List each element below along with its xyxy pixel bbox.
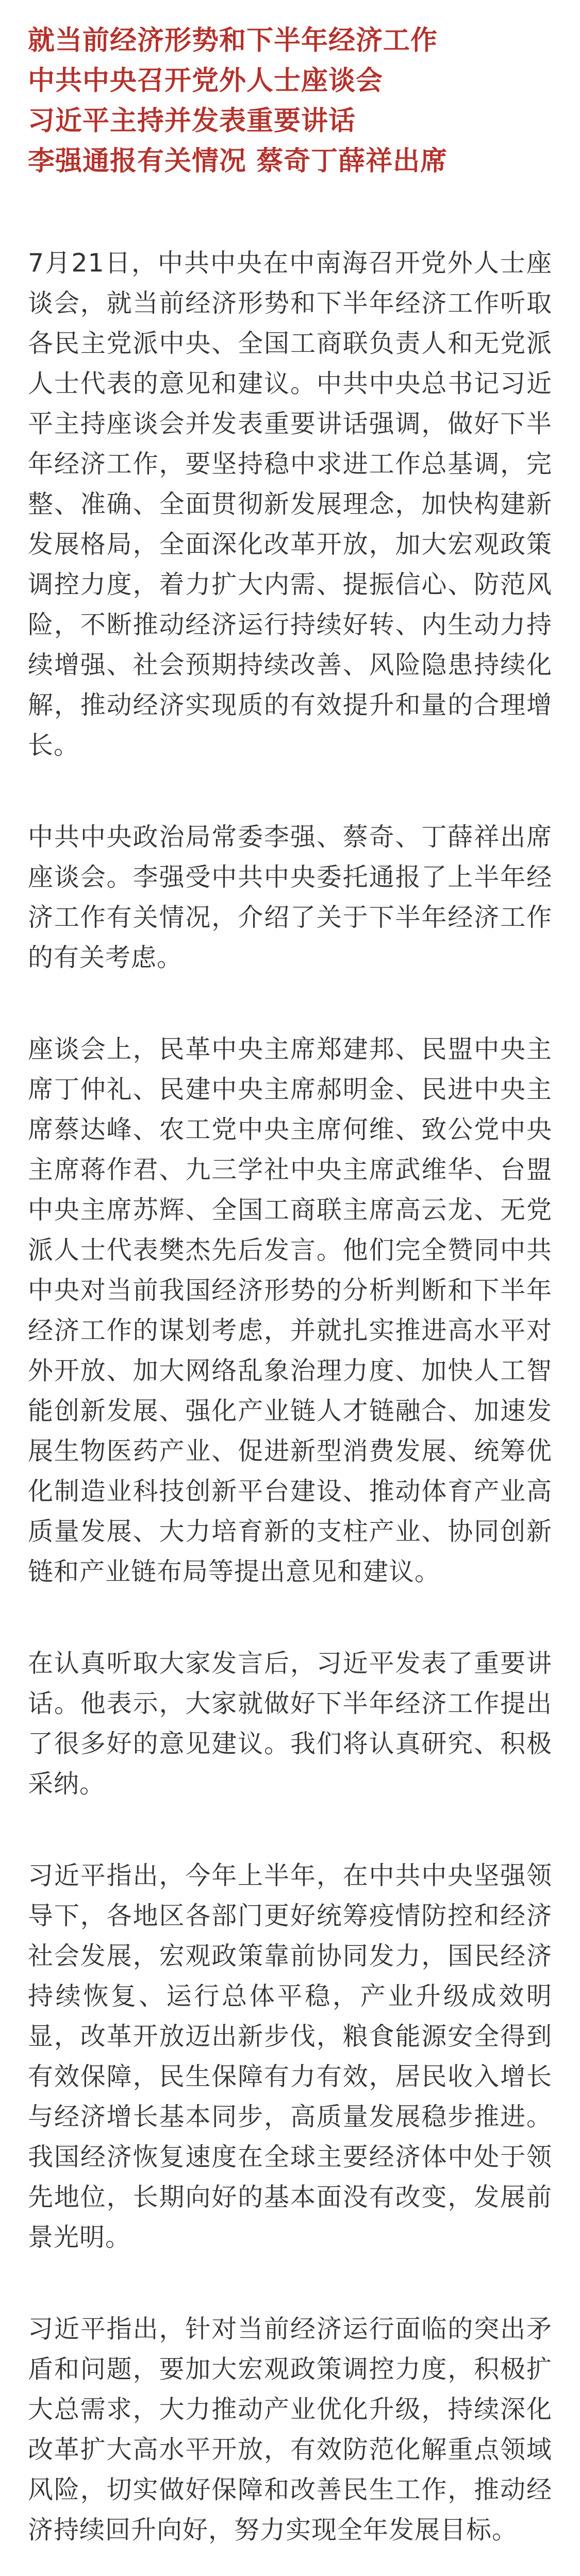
paragraph-4: 在认真听取大家发言后，习近平发表了重要讲话。他表示，大家就做好下半年经济工作提出了很多好的意见建议。我们将认真研究、积极采纳。 <box>28 1649 552 1799</box>
paragraph-2: 中共中央政治局常委李强、蔡奇、丁薛祥出席座谈会。李强受中共中央委托通报了上半年经济工作有关情况，介绍了关于下半年经济工作的有关考虑。 <box>28 822 552 972</box>
paragraph-3: 座谈会上，民革中央主席郑建邦、民盟中央主席丁仲礼、民建中央主席郝明金、民进中央主席蔡达峰、农工党中央主席何维、致公党中央主席蒋作君、九三学社中央主席武维华、台盟中央主席苏辉、全国工商联主席高云龙、无党派人士代表樊杰先后发言。他们完全赞同中共中央对当前我国经济形势的分析判断和下半年经济工作的谋划考虑，并就扎实推进高水平对外开放、加大网络乱象治理力度、加快人工智能创新发展、强化产业链人才链融合、加速发展生物医药产业、促进新型消费发展、统筹优化制造业科技创新平台建设、推动体育产业高质量发展、大力培育新的支柱产业、协同创新链和产业链布局等提出意见和建议。 <box>28 1035 552 1586</box>
paragraph-1: 7月21日，中共中央在中南海召开党外人士座谈会，就当前经济形势和下半年经济工作听取各民主党派中央、全国工商联负责人和无党派人士代表的意见和建议。中共中央总书记习近平主持座谈会并发表重要讲话强调，做好下半年经济工作，要坚持稳中求进工作总基调，完整、准确、全面贯彻新发展理念，加快构建新发展格局，全面深化改革开放，加大宏观政策调控力度，着力扩大内需、提振信心、防范风险，不断推动经济运行持续好转、内生动力持续增强、社会预期持续改善、风险隐患持续化解，推动经济实现质的有效提升和量的合理增长。 <box>28 248 552 760</box>
headline-line-4: 李强通报有关情况 蔡奇丁薛祥出席 <box>28 146 448 177</box>
headline-line-2: 中共中央召开党外人士座谈会 <box>28 65 384 96</box>
headline-line-1: 就当前经济形势和下半年经济工作 <box>28 25 438 56</box>
headline-line-3: 习近平主持并发表重要讲话 <box>28 106 356 137</box>
headline-block <box>28 0 552 181</box>
paragraph-6: 习近平指出，针对当前经济运行面临的突出矛盾和问题，要加大宏观政策调控力度，积极扩大总需求，大力推动产业优化升级，持续深化改革扩大高水平开放，有效防范化解重点领域风险，切实做好保障和改善民生工作，推动经济持续回升向好，努力实现全年发展目标。 <box>28 2314 552 2545</box>
article-body <box>28 243 552 2576</box>
paragraph-5: 习近平指出，今年上半年，在中共中央坚强领导下，各地区各部门更好统筹疫情防控和经济社会发展，宏观政策靠前协同发力，国民经济持续恢复、运行总体平稳，产业升级成效明显，改革开放迈出新步伐，粮食能源安全得到有效保障，民生保障有力有效，居民收入增长与经济增长基本同步，高质量发展稳步推进。我国经济恢复速度在全球主要经济体中处于领先地位，长期向好的基本面没有改变，发展前景光明。 <box>28 1861 552 2252</box>
